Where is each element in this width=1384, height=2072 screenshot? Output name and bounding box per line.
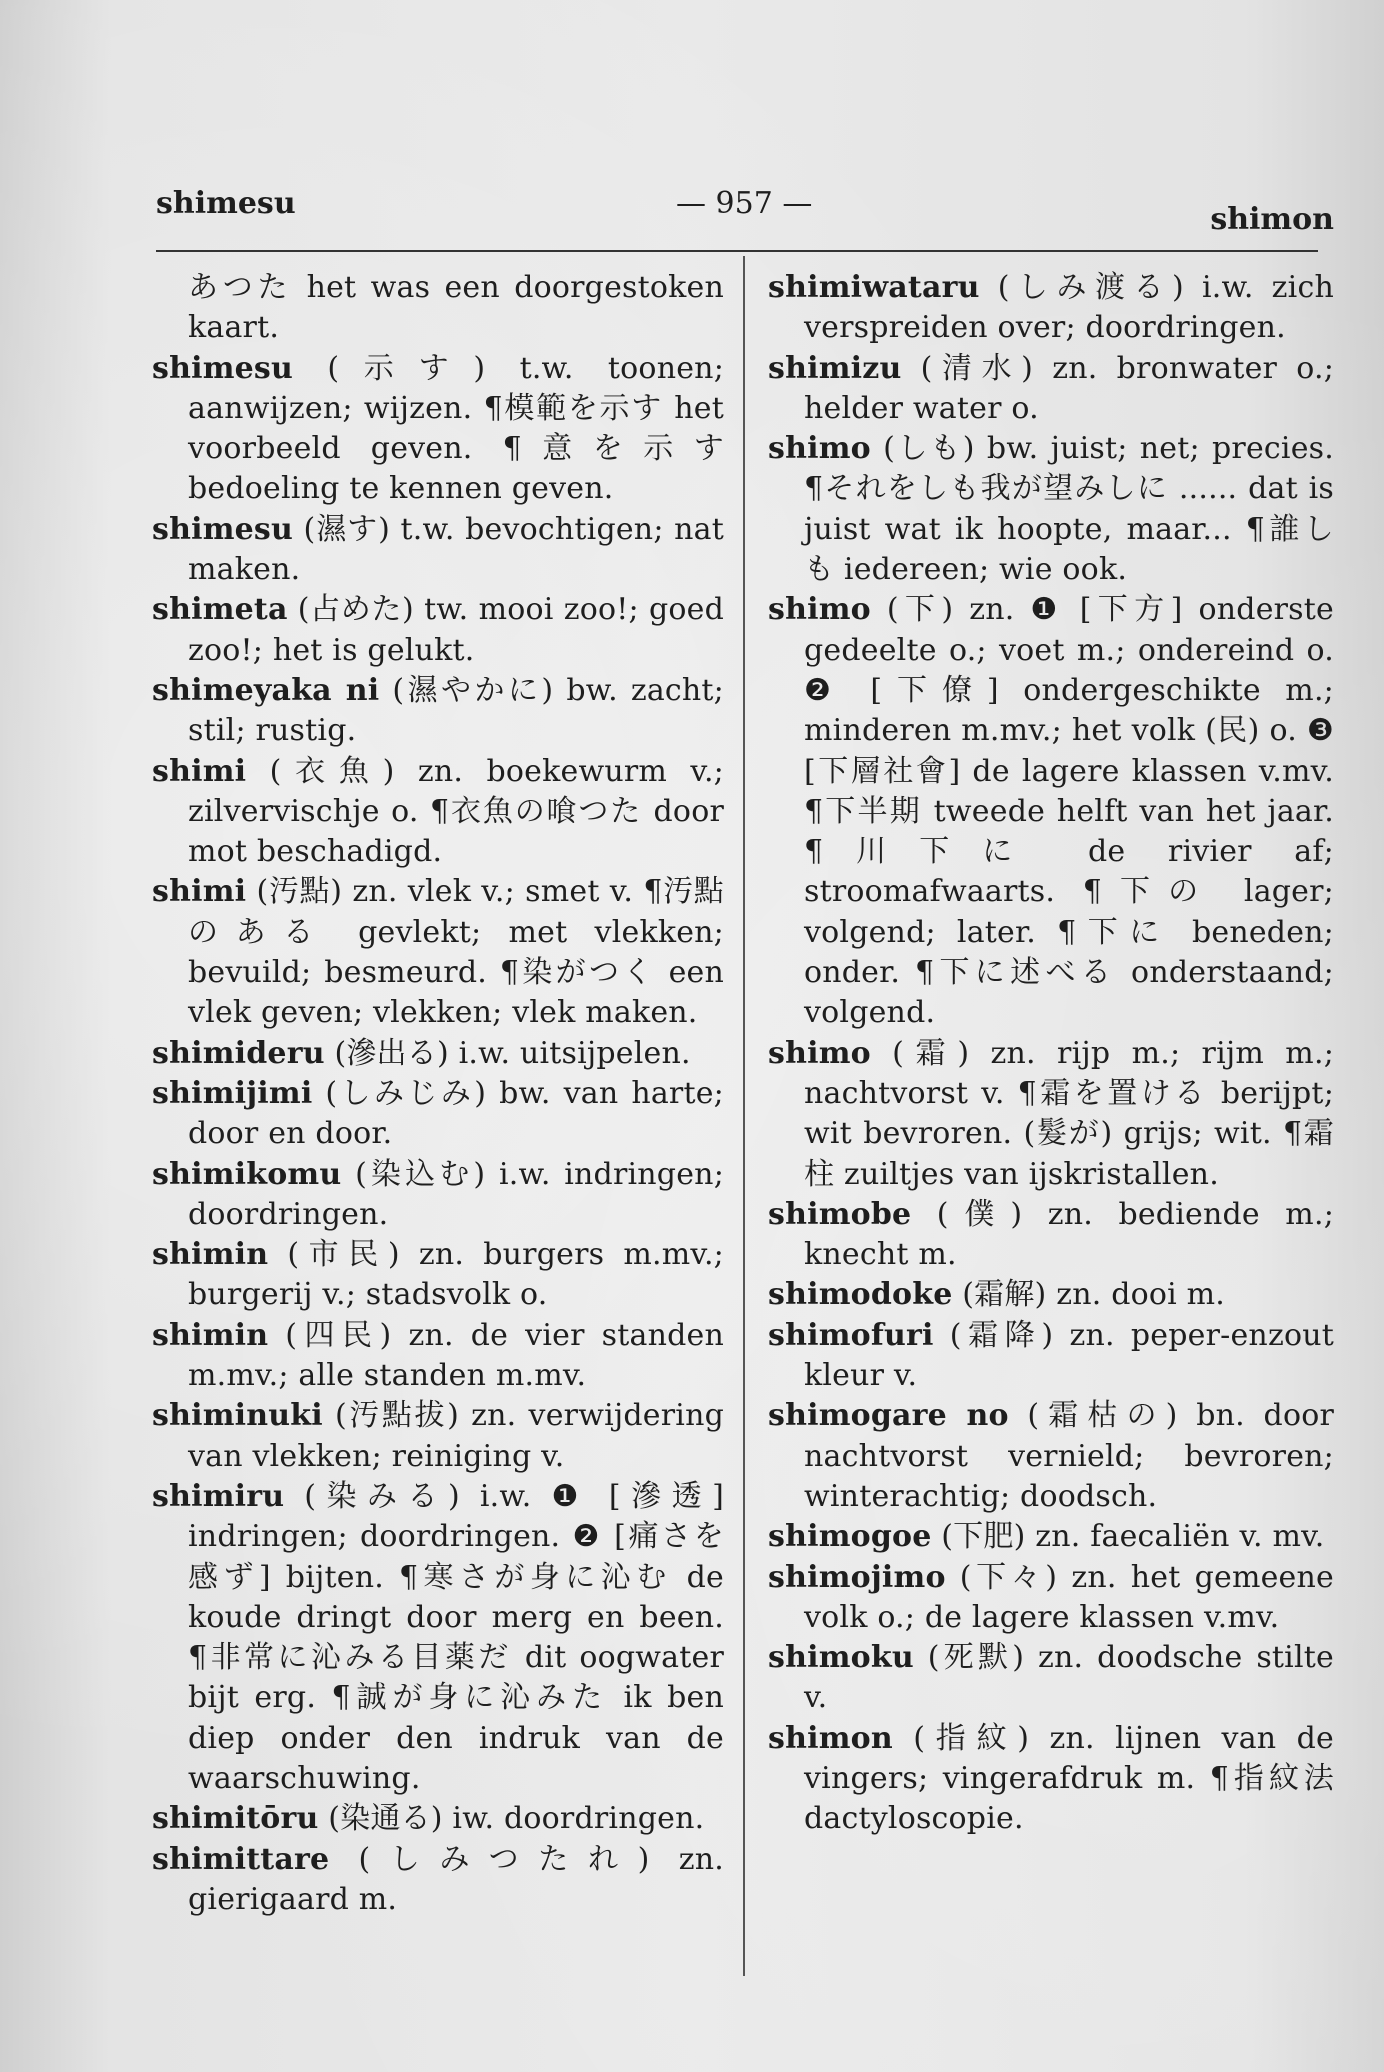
dictionary-entry xyxy=(152,671,724,752)
left-column xyxy=(152,268,724,1920)
entry-text: (汚點拔) zn. verwijdering van vlekken; reiniging v. xyxy=(188,1398,724,1474)
entry-text: (滲出る) i.w. uitsijpelen. xyxy=(324,1035,691,1071)
dictionary-entry xyxy=(768,1719,1334,1840)
dictionary-entry xyxy=(768,1396,1334,1517)
header-rule xyxy=(156,250,1318,252)
entry-text: (霜) zn. rijp m.; rijm m.; nachtvorst v. ¶霜を置ける berijpt; wit bevroren. (髮が) grijs; wit. ¶霜柱 zuiltjes van ijskristallen. xyxy=(804,1035,1334,1192)
page-number: — 957 — xyxy=(676,186,813,221)
entry-text: (染込む) i.w. indringen; doordringen. xyxy=(188,1156,724,1232)
dictionary-entry xyxy=(768,429,1334,590)
dictionary-entry xyxy=(768,1275,1334,1315)
entry-text: (しみ渡る) i.w. zich verspreiden over; doordringen. xyxy=(804,270,1334,346)
entry-headword: shimobe xyxy=(768,1196,912,1232)
entry-headword: shimo xyxy=(768,431,871,467)
entry-text: (霜降) zn. peper-enzout kleur v. xyxy=(804,1317,1334,1394)
entry-headword: shimesu xyxy=(152,511,294,547)
dictionary-entry xyxy=(768,1195,1334,1276)
dictionary-entry xyxy=(152,1034,724,1074)
entry-headword: shimin xyxy=(152,1317,269,1353)
entry-text: (染みる) i.w. ❶ [滲透] indringen; doordringen. ❷ [痛さを感ず] bijten. ¶寒さが身に沁む de koude dringt door merg en been. ¶非常に沁みる目薬だ dit oogwater bijt erg. ¶誠が身に沁みた ik ben diep onder den indruk van de waarschuwing. xyxy=(188,1478,724,1796)
entry-headword: shiminuki xyxy=(152,1398,323,1434)
dictionary-entry xyxy=(152,1799,724,1839)
entry-headword: shimijimi xyxy=(152,1075,313,1111)
entry-headword: shimiwataru xyxy=(768,270,980,305)
dictionary-entry xyxy=(768,1316,1334,1397)
dictionary-entry xyxy=(152,752,724,873)
entry-headword: shimodoke xyxy=(768,1277,953,1313)
entry-headword: shimideru xyxy=(152,1035,325,1071)
dictionary-entry xyxy=(152,1477,724,1799)
entry-headword: shimikomu xyxy=(152,1156,342,1192)
entry-text: (しも) bw. juist; net; precies. ¶それをしも我が望みしに ...... dat is juist wat ik hoopte, maar... ¶誰しも iedereen; wie ook. xyxy=(804,431,1334,588)
dictionary-entry-continuation xyxy=(152,268,724,349)
column-divider xyxy=(743,256,745,1976)
dictionary-entry xyxy=(768,1638,1334,1719)
entry-text: (霜枯の) bn. door nachtvorst vernield; bevroren; winterachtig; doodsch. xyxy=(804,1398,1335,1514)
entry-text: (衣魚) zn. boekewurm v.; zilvervischje o. ¶衣魚の喰つた door mot beschadigd. xyxy=(188,753,724,870)
entry-text: (市民) zn. burgers m.mv.; burgerij v.; stadsvolk o. xyxy=(188,1237,724,1313)
entry-headword: shimiru xyxy=(152,1478,285,1514)
dictionary-entry xyxy=(152,1155,724,1236)
entry-headword: shimogoe xyxy=(768,1519,932,1555)
dictionary-entry xyxy=(152,510,724,591)
entry-headword: shimitōru xyxy=(152,1801,319,1837)
entry-text: (濕す) t.w. bevochtigen; nat maken. xyxy=(188,511,724,588)
entry-text: (清水) zn. bronwater o.; helder water o. xyxy=(804,350,1334,426)
dictionary-entry xyxy=(152,590,724,671)
dictionary-entry xyxy=(152,1074,724,1155)
entry-text: (下肥) zn. faecaliën v. mv. xyxy=(931,1519,1325,1555)
dictionary-entry xyxy=(768,590,1334,1033)
dictionary-entry xyxy=(152,1840,724,1921)
dictionary-entry xyxy=(152,1396,724,1477)
entry-headword: shimeyaka ni xyxy=(152,672,380,708)
entry-headword: shimesu xyxy=(152,350,294,386)
running-head xyxy=(156,186,1334,237)
entry-text: (しみつたれ) zn. gierigaard m. xyxy=(188,1841,724,1917)
entry-text: (下々) zn. het gemeene volk o.; de lagere klassen v.mv. xyxy=(804,1559,1334,1635)
entry-headword: shimo xyxy=(768,1035,871,1071)
entry-text: (染通る) iw. doordringen. xyxy=(318,1801,705,1837)
entry-text: (占めた) tw. mooi zoo!; goed zoo!; het is gelukt. xyxy=(188,592,724,668)
entry-text: (示す) t.w. toonen; aanwijzen; wijzen. ¶模範を示す het voorbeeld geven. ¶意を示す bedoeling te kennen geven. xyxy=(188,350,724,507)
entry-text: (四民) zn. de vier standen m.mv.; alle standen m.mv. xyxy=(188,1317,724,1394)
dictionary-entry xyxy=(768,1517,1334,1557)
entry-text: (下) zn. ❶ [下方] onderste gedeelte o.; voet m.; ondereind o. ❷ [下僚] ondergeschikte m.; minderen m.mv.; het volk (民) o. ❸ [下層社會] de lagere klassen v.mv. ¶下半期 tweede helft van het jaar. ¶川下に de rivier af; stroomafwaarts. ¶下の lager; volgend; later. ¶下に beneden; onder. ¶下に述べる onderstaand; volgend. xyxy=(804,592,1334,1031)
entry-text: (濕やかに) bw. zacht; stil; rustig. xyxy=(188,672,724,749)
dictionary-entry xyxy=(768,349,1334,430)
header-left-guideword: shimesu xyxy=(156,186,296,221)
entry-text: あつた het was een doorgestoken kaart. xyxy=(188,270,724,346)
entry-headword: shimittare xyxy=(152,1841,330,1877)
entry-headword: shimin xyxy=(152,1237,269,1273)
dictionary-entry xyxy=(152,1316,724,1397)
entry-text: (霜解) zn. dooi m. xyxy=(952,1277,1226,1313)
entry-headword: shimogare no xyxy=(768,1398,1009,1434)
entry-headword: shimizu xyxy=(768,350,902,386)
entry-headword: shimeta xyxy=(152,592,288,628)
dictionary-entry xyxy=(152,872,724,1033)
entry-headword: shimoku xyxy=(768,1640,914,1676)
entry-text: (汚點) zn. vlek v.; smet v. ¶汚點のある gevlekt; met vlekken; bevuild; besmeurd. ¶染がつく een vlek geven; vlekken; vlek maken. xyxy=(188,874,724,1031)
dictionary-entry xyxy=(768,268,1334,349)
dictionary-entry xyxy=(768,1034,1334,1195)
dictionary-entry xyxy=(152,1235,724,1316)
dictionary-entry xyxy=(768,1558,1334,1639)
right-column xyxy=(768,268,1334,1840)
header-right-guideword: shimon xyxy=(1210,202,1334,237)
entry-text: (死默) zn. doodsche stilte v. xyxy=(804,1640,1334,1716)
entry-text: (指紋) zn. lijnen van de vingers; vingerafdruk m. ¶指紋法 dactyloscopie. xyxy=(804,1720,1334,1837)
entry-text: (しみじみ) bw. van harte; door en door. xyxy=(188,1075,724,1152)
entry-headword: shimojimo xyxy=(768,1559,946,1595)
entry-headword: shimi xyxy=(152,753,247,789)
entry-headword: shimo xyxy=(768,592,871,628)
entry-headword: shimon xyxy=(768,1720,893,1756)
entry-text: (僕) zn. bediende m.; knecht m. xyxy=(804,1196,1334,1273)
entry-headword: shimi xyxy=(152,874,247,910)
dictionary-entry xyxy=(152,349,724,510)
entry-headword: shimofuri xyxy=(768,1317,934,1353)
